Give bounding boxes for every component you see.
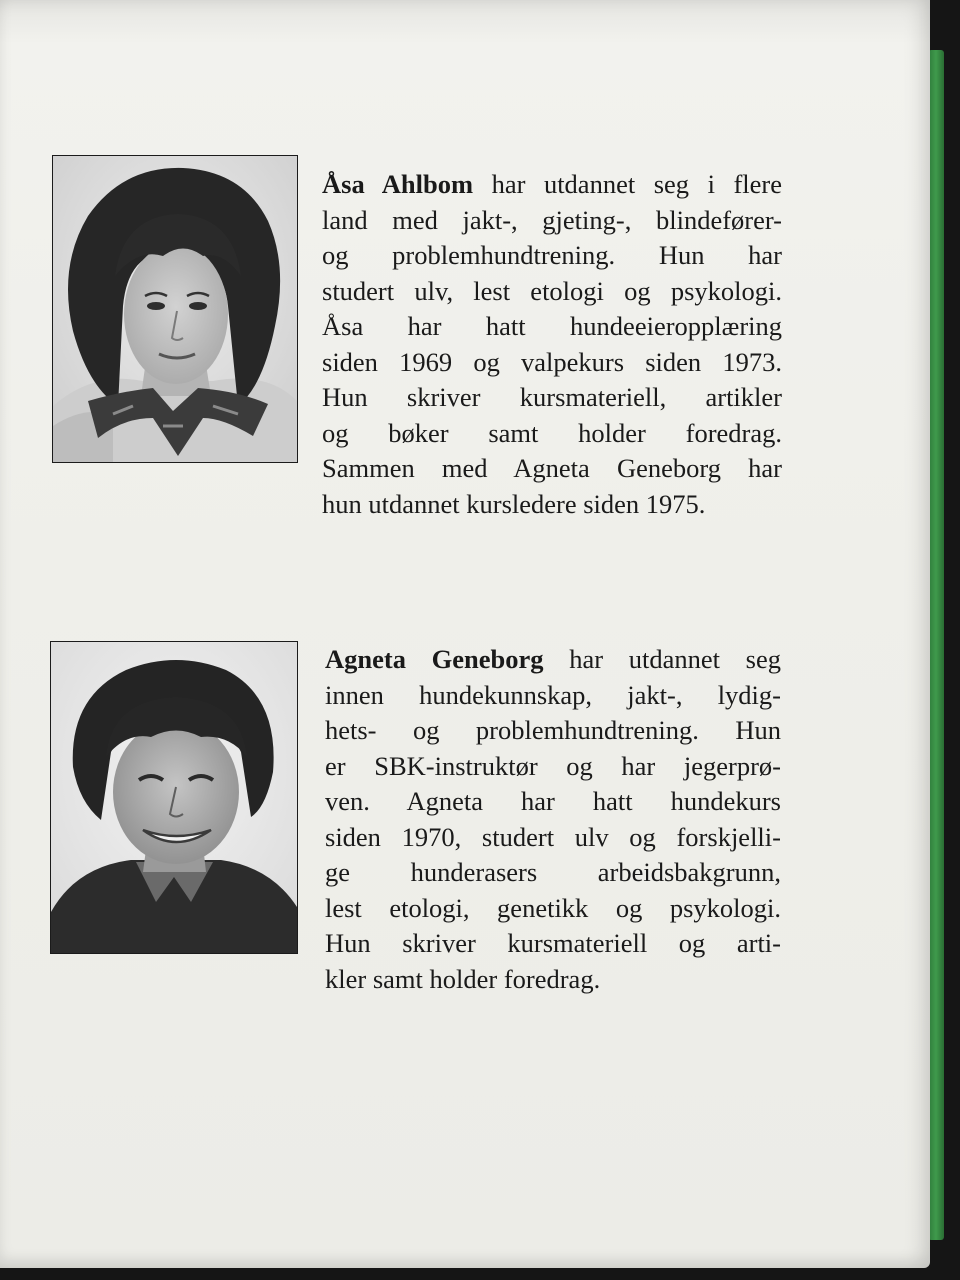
author-bio-agneta-geneborg: [325, 642, 781, 997]
bio-line: Åsa har hatt hundeeieropplæring: [322, 311, 782, 341]
bio-line: og bøker samt holder foredrag.: [322, 417, 782, 448]
bio-line: hun utdannet kursledere siden 1975.: [322, 488, 706, 519]
bio-line: studert ulv, lest etologi og psykologi.: [322, 275, 782, 306]
bio-line: ge hunderasers arbeidsbakgrunn,: [325, 857, 781, 887]
book-cover-edge: [928, 50, 944, 1240]
author-name: Agneta Geneborg: [325, 644, 544, 674]
bio-line: siden 1969 og valpekurs siden 1973.: [322, 346, 782, 377]
bio-line: kler samt holder foredrag.: [325, 963, 601, 994]
author-name: Åsa Ahlbom: [322, 169, 474, 199]
bio-line: land med jakt-, gjeting-, blindefører-: [322, 204, 782, 235]
author-photo-asa-ahlbom: [52, 155, 298, 463]
bio-line: Hun skriver kursmateriell og arti-: [325, 928, 781, 958]
bio-line: hets- og problemhundtrening. Hun: [325, 715, 781, 745]
bio-line: Åsa Ahlbom har utdannet seg i flere: [322, 169, 782, 199]
bio-line: Sammen med Agneta Geneborg har: [322, 453, 782, 483]
author-bio-asa-ahlbom: [322, 167, 782, 522]
bio-line: lest etologi, genetikk og psykologi.: [325, 892, 781, 923]
bio-line: Agneta Geneborg har utdannet seg: [325, 644, 781, 674]
bio-line: ven. Agneta har hatt hundekurs: [325, 786, 781, 816]
bio-line: Hun skriver kursmateriell, artikler: [322, 382, 782, 412]
bio-line: siden 1970, studert ulv og forskjelli-: [325, 821, 781, 852]
author-photo-agneta-geneborg: [50, 641, 298, 954]
bio-line: og problemhundtrening. Hun har: [322, 240, 782, 270]
bio-line: er SBK-instruktør og har jegerprø-: [325, 750, 781, 781]
bio-line: innen hundekunnskap, jakt-, lydig-: [325, 679, 781, 710]
